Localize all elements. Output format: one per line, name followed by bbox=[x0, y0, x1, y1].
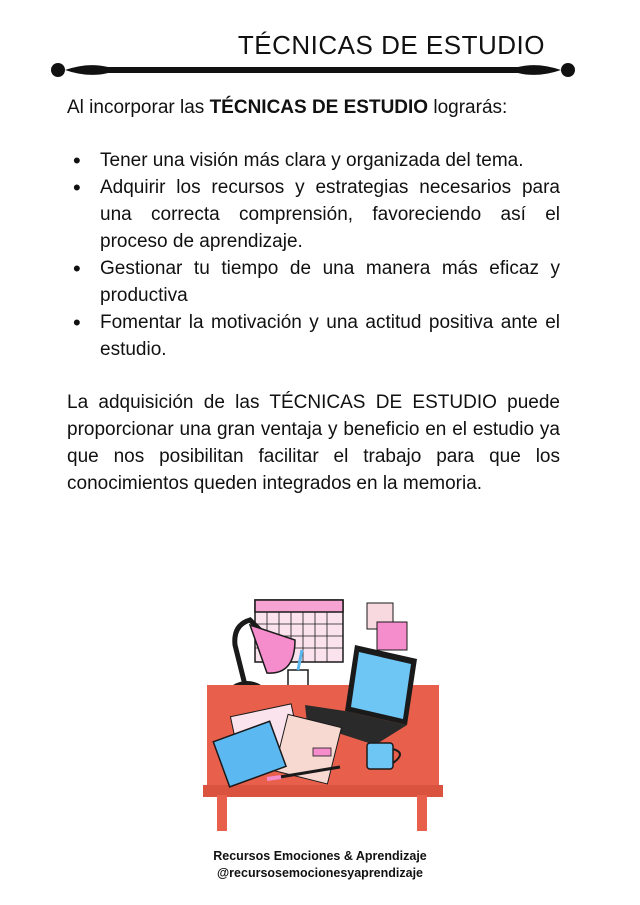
closing-paragraph: La adquisición de las TÉCNICAS DE ESTUDIO puede proporcionar una gran ventaja y beneficio en el estudio ya que nos posibilitan facilitar el trabajo para que los conocimientos queden integrados en la memoria. bbox=[67, 392, 560, 494]
intro-paragraph bbox=[67, 94, 560, 121]
list-item: • Adquirir los recursos y estrategias necesarios para una correcta comprensión, favoreciendo así el proceso de aprendizaje. bbox=[100, 174, 560, 255]
main-content bbox=[67, 94, 560, 497]
footer-brand: Recursos Emociones & Aprendizaje bbox=[213, 849, 427, 863]
list-item: • Fomentar la motivación y una actitud positiva ante el estudio. bbox=[100, 309, 560, 363]
intro-suffix: lograrás: bbox=[428, 97, 508, 118]
intro-emphasis: TÉCNICAS DE ESTUDIO bbox=[209, 97, 429, 118]
ornamental-divider bbox=[48, 58, 578, 82]
list-item: • Gestionar tu tiempo de una manera más eficaz y productiva bbox=[100, 255, 560, 309]
list-item: • Tener una visión más clara y organizada del tema. bbox=[100, 147, 560, 174]
page-title: TÉCNICAS DE ESTUDIO bbox=[237, 30, 545, 60]
study-desk-illustration bbox=[195, 595, 450, 835]
footer-handle: @recursosemocionesyaprendizaje bbox=[216, 866, 424, 880]
benefits-list bbox=[67, 147, 560, 363]
footer bbox=[0, 848, 640, 882]
intro-prefix: Al incorporar las bbox=[67, 97, 210, 118]
